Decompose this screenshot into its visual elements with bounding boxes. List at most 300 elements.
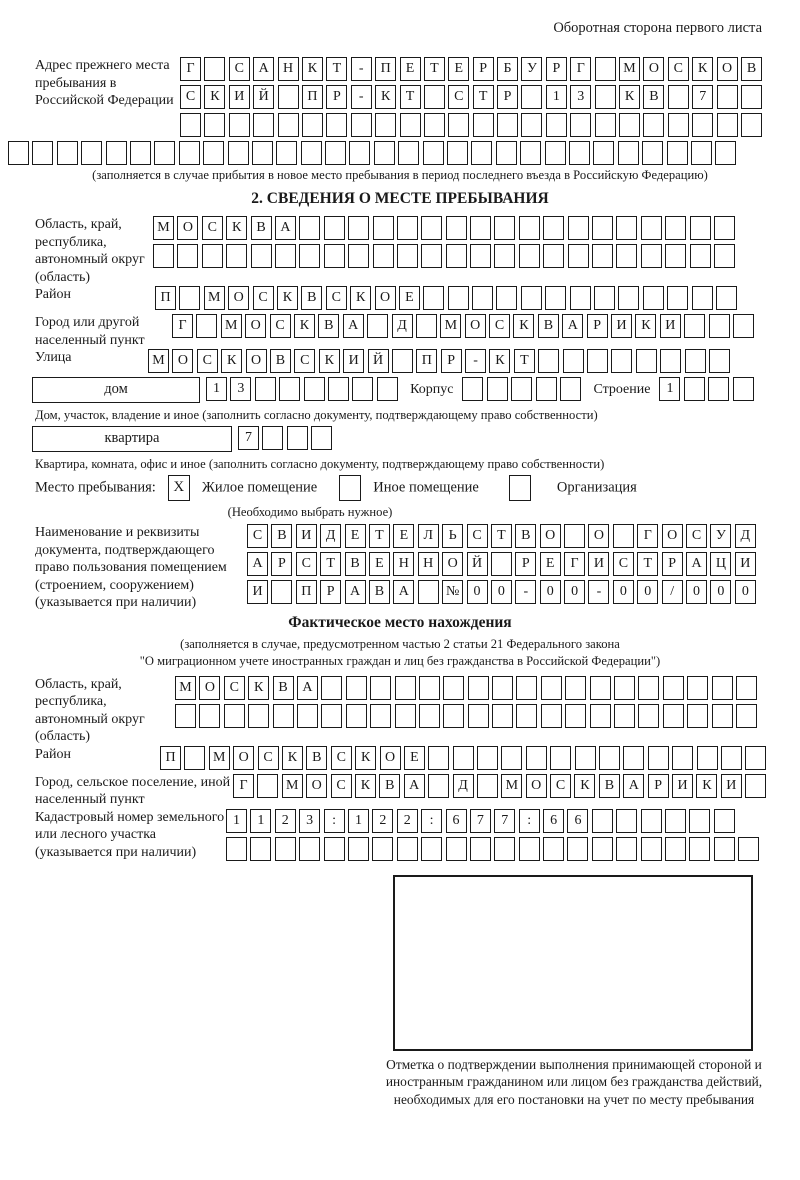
kvartira-grid: [238, 426, 336, 450]
char-box: А: [404, 774, 425, 798]
char-box: [367, 314, 388, 338]
char-box: [594, 286, 615, 310]
char-box: У: [521, 57, 542, 81]
char-box: [614, 676, 635, 700]
char-box: [741, 85, 762, 109]
char-box: О: [375, 286, 396, 310]
char-box: [106, 141, 127, 165]
char-box: [736, 676, 757, 700]
char-box: Р: [473, 57, 494, 81]
char-box: П: [160, 746, 181, 770]
korpus-label: Корпус: [410, 382, 454, 397]
char-box: [492, 676, 513, 700]
char-box: [494, 244, 515, 268]
char-box: [304, 377, 325, 401]
char-box: О: [177, 216, 198, 240]
char-box: И: [735, 552, 756, 576]
char-box: Н: [418, 552, 439, 576]
char-box: О: [233, 746, 254, 770]
char-box: Г: [570, 57, 591, 81]
char-box: Г: [637, 524, 658, 548]
char-box: О: [199, 676, 220, 700]
char-box: А: [343, 314, 364, 338]
char-box: [180, 113, 201, 137]
stamp-caption: Отметка о подтверждении выполнения принимающей стороной и иностранным гражданином или лицом без гражданства действий, необходимых для его постановки на учет по месту пребывания: [385, 1056, 763, 1107]
char-box: [253, 113, 274, 137]
char-box: [565, 676, 586, 700]
char-box: С: [668, 57, 689, 81]
char-box: [470, 837, 491, 861]
char-box: [470, 216, 491, 240]
char-box: В: [270, 349, 291, 373]
char-box: [153, 244, 174, 268]
char-box: 3: [299, 809, 320, 833]
dom-caption: Дом, участок, владение и иное (заполнить согласно документу, подтверждающему право собственности): [35, 408, 598, 422]
char-box: [592, 216, 613, 240]
char-box: Е: [369, 552, 390, 576]
char-box: В: [515, 524, 536, 548]
char-box: [587, 349, 608, 373]
oblast-grid-1: [153, 216, 738, 240]
char-box: К: [375, 85, 396, 109]
char-box: [738, 837, 759, 861]
char-box: [279, 377, 300, 401]
mesto-label: Место пребывания:: [35, 479, 156, 496]
char-box: [519, 216, 540, 240]
char-box: [663, 704, 684, 728]
char-box: -: [351, 85, 372, 109]
zhiloe-label: Жилое помещение: [201, 479, 318, 496]
char-box: К: [221, 349, 242, 373]
char-box: [349, 141, 370, 165]
char-box: [299, 837, 320, 861]
char-box: Е: [345, 524, 366, 548]
char-box: [374, 141, 395, 165]
char-box: Г: [172, 314, 193, 338]
char-box: [275, 244, 296, 268]
char-box: [202, 244, 223, 268]
char-box: [708, 377, 729, 401]
char-box: [568, 244, 589, 268]
char-box: С: [202, 216, 223, 240]
char-box: [668, 113, 689, 137]
char-box: [416, 314, 437, 338]
char-box: [324, 216, 345, 240]
char-box: О: [228, 286, 249, 310]
char-box: К: [696, 774, 717, 798]
char-box: [543, 244, 564, 268]
char-box: О: [306, 774, 327, 798]
char-box: С: [331, 774, 352, 798]
char-box: [204, 57, 225, 81]
char-box: [569, 141, 590, 165]
stroenie-label: Строение: [593, 382, 651, 397]
fact-rayon-row: [35, 746, 800, 774]
char-box: М: [619, 57, 640, 81]
char-box: К: [513, 314, 534, 338]
char-box: [638, 704, 659, 728]
char-box: [592, 809, 613, 833]
char-box: Е: [404, 746, 425, 770]
char-box: Р: [320, 580, 341, 604]
organizatsiya-checkbox: [509, 475, 531, 501]
char-box: [446, 837, 467, 861]
char-box: О: [540, 524, 561, 548]
char-box: А: [345, 580, 366, 604]
char-box: [370, 704, 391, 728]
char-box: [745, 774, 766, 798]
char-box: [348, 837, 369, 861]
char-box: В: [273, 676, 294, 700]
char-box: И: [247, 580, 268, 604]
gorod-label: Город или другой населенный пункт: [35, 315, 145, 348]
char-box: 6: [446, 809, 467, 833]
char-box: [668, 85, 689, 109]
char-box: В: [538, 314, 559, 338]
char-box: [372, 837, 393, 861]
char-box: 7: [238, 426, 259, 450]
char-box: В: [741, 57, 762, 81]
char-box: [423, 141, 444, 165]
char-box: [351, 113, 372, 137]
char-box: Р: [497, 85, 518, 109]
char-box: [297, 704, 318, 728]
char-box: [252, 141, 273, 165]
char-box: О: [380, 746, 401, 770]
char-box: 1: [348, 809, 369, 833]
char-box: [543, 837, 564, 861]
char-box: [443, 704, 464, 728]
char-box: [611, 349, 632, 373]
char-box: [714, 837, 735, 861]
oblast-label: Область, край, республика, автономный округ (область): [35, 217, 145, 285]
char-box: [375, 113, 396, 137]
char-box: [521, 85, 542, 109]
char-box: [641, 809, 662, 833]
char-box: [592, 837, 613, 861]
char-box: В: [643, 85, 664, 109]
char-box: [665, 809, 686, 833]
doc-grid-1: [247, 524, 759, 548]
char-box: [511, 377, 532, 401]
char-box: В: [369, 580, 390, 604]
char-box: 1: [659, 377, 680, 401]
char-box: [663, 676, 684, 700]
char-box: [521, 286, 542, 310]
doc-row: [35, 524, 800, 612]
char-box: [541, 704, 562, 728]
char-box: М: [440, 314, 461, 338]
char-box: С: [296, 552, 317, 576]
char-box: [443, 676, 464, 700]
char-box: [395, 676, 416, 700]
char-box: [717, 85, 738, 109]
char-box: [251, 244, 272, 268]
char-box: [271, 580, 292, 604]
char-box: Т: [400, 85, 421, 109]
char-box: Д: [453, 774, 474, 798]
char-box: 2: [397, 809, 418, 833]
char-box: И: [343, 349, 364, 373]
char-box: :: [324, 809, 345, 833]
char-box: [299, 244, 320, 268]
char-box: М: [153, 216, 174, 240]
char-box: М: [148, 349, 169, 373]
char-box: Д: [320, 524, 341, 548]
char-box: С: [467, 524, 488, 548]
char-box: 7: [692, 85, 713, 109]
char-box: [397, 216, 418, 240]
fact-oblast-label: Область, край, республика, автономный округ (область): [35, 676, 145, 744]
char-box: [392, 349, 413, 373]
char-box: [287, 426, 308, 450]
prev-address-caption: (заполняется в случае прибытия в новое место пребывания в период последнего въезда в Российскую Федерацию): [92, 168, 708, 182]
char-box: [687, 676, 708, 700]
char-box: [348, 216, 369, 240]
char-box: [536, 377, 557, 401]
ulitsa-grid: [148, 349, 733, 373]
char-box: -: [515, 580, 536, 604]
char-box: М: [209, 746, 230, 770]
char-box: Е: [540, 552, 561, 576]
char-box: Н: [278, 57, 299, 81]
char-box: [397, 244, 418, 268]
char-box: [575, 746, 596, 770]
char-box: [689, 809, 710, 833]
char-box: [276, 141, 297, 165]
char-box: А: [247, 552, 268, 576]
char-box: [397, 837, 418, 861]
char-box: [660, 349, 681, 373]
char-box: [262, 426, 283, 450]
char-box: Т: [514, 349, 535, 373]
char-box: [421, 244, 442, 268]
char-box: [616, 216, 637, 240]
char-box: Т: [424, 57, 445, 81]
char-box: В: [379, 774, 400, 798]
char-box: В: [301, 286, 322, 310]
char-box: [179, 141, 200, 165]
char-box: [690, 216, 711, 240]
char-box: [8, 141, 29, 165]
char-box: [521, 113, 542, 137]
fact-oblast-grid-1: [175, 676, 760, 700]
char-box: [541, 676, 562, 700]
char-box: [614, 704, 635, 728]
char-box: И: [672, 774, 693, 798]
char-box: 1: [206, 377, 227, 401]
char-box: [428, 746, 449, 770]
char-box: [691, 141, 712, 165]
char-box: [278, 85, 299, 109]
char-box: [448, 286, 469, 310]
char-box: -: [588, 580, 609, 604]
char-box: Р: [326, 85, 347, 109]
char-box: [593, 141, 614, 165]
char-box: [595, 85, 616, 109]
char-box: [568, 216, 589, 240]
char-box: [424, 113, 445, 137]
char-box: О: [717, 57, 738, 81]
char-box: 1: [546, 85, 567, 109]
char-box: [570, 113, 591, 137]
char-box: [421, 837, 442, 861]
char-box: В: [306, 746, 327, 770]
inoe-label: Иное помещение: [373, 479, 479, 496]
char-box: [496, 286, 517, 310]
char-box: [199, 704, 220, 728]
char-box: [370, 676, 391, 700]
char-box: С: [613, 552, 634, 576]
char-box: [689, 837, 710, 861]
char-box: Р: [515, 552, 536, 576]
char-box: [398, 141, 419, 165]
kadastr-grid-1: [226, 809, 763, 833]
oblast-row: [35, 216, 800, 286]
char-box: [377, 377, 398, 401]
char-box: Т: [637, 552, 658, 576]
char-box: [616, 244, 637, 268]
char-box: [301, 141, 322, 165]
rayon-label: Район: [35, 287, 71, 302]
char-box: [736, 704, 757, 728]
char-box: [714, 244, 735, 268]
char-box: [714, 216, 735, 240]
char-box: [567, 837, 588, 861]
char-box: [196, 314, 217, 338]
char-box: [326, 113, 347, 137]
char-box: П: [375, 57, 396, 81]
char-box: [692, 286, 713, 310]
char-box: Б: [497, 57, 518, 81]
char-box: [324, 244, 345, 268]
char-box: :: [519, 809, 540, 833]
char-box: №: [442, 580, 463, 604]
char-box: [299, 216, 320, 240]
char-box: [325, 141, 346, 165]
char-box: [419, 676, 440, 700]
char-box: [395, 704, 416, 728]
char-box: [346, 676, 367, 700]
zhiloe-checkbox: X: [168, 475, 190, 501]
char-box: О: [526, 774, 547, 798]
oblast-grid-2: [153, 244, 738, 268]
char-box: 2: [372, 809, 393, 833]
char-box: Р: [546, 57, 567, 81]
char-box: [638, 676, 659, 700]
char-box: 7: [494, 809, 515, 833]
char-box: [560, 377, 581, 401]
fact-title: Фактическое место нахождения: [288, 613, 512, 631]
char-box: 7: [470, 809, 491, 833]
char-box: [130, 141, 151, 165]
char-box: [712, 676, 733, 700]
char-box: 0: [540, 580, 561, 604]
char-box: С: [448, 85, 469, 109]
char-box: К: [619, 85, 640, 109]
prev-address-grid-1: [180, 57, 765, 81]
char-box: [672, 746, 693, 770]
prev-address-label: Адрес прежнего места пребывания в Российской Федерации: [35, 58, 174, 108]
char-box: К: [355, 746, 376, 770]
char-box: [352, 377, 373, 401]
char-box: [590, 676, 611, 700]
char-box: -: [351, 57, 372, 81]
char-box: С: [258, 746, 279, 770]
char-box: [248, 704, 269, 728]
char-box: [616, 837, 637, 861]
char-box: В: [251, 216, 272, 240]
char-box: [641, 244, 662, 268]
char-box: [595, 57, 616, 81]
char-box: [623, 746, 644, 770]
doc-grid-3: [247, 580, 759, 604]
char-box: С: [294, 349, 315, 373]
char-box: М: [501, 774, 522, 798]
char-box: [519, 244, 540, 268]
char-box: [446, 244, 467, 268]
char-box: [745, 746, 766, 770]
char-box: [687, 704, 708, 728]
char-box: Т: [326, 57, 347, 81]
char-box: С: [224, 676, 245, 700]
char-box: [545, 141, 566, 165]
char-box: К: [302, 57, 323, 81]
char-box: О: [172, 349, 193, 373]
char-box: С: [253, 286, 274, 310]
char-box: [636, 349, 657, 373]
char-box: [648, 746, 669, 770]
char-box: [477, 774, 498, 798]
char-box: П: [302, 85, 323, 109]
char-box: [618, 141, 639, 165]
char-box: [448, 113, 469, 137]
char-box: 6: [567, 809, 588, 833]
char-box: К: [635, 314, 656, 338]
char-box: [179, 286, 200, 310]
char-box: [447, 141, 468, 165]
char-box: А: [623, 774, 644, 798]
fact-gorod-grid: [233, 774, 770, 798]
char-box: Г: [180, 57, 201, 81]
char-box: К: [277, 286, 298, 310]
prev-address-grid-2: [180, 85, 765, 109]
char-box: 0: [710, 580, 731, 604]
char-box: Д: [392, 314, 413, 338]
char-box: [428, 774, 449, 798]
char-box: [543, 216, 564, 240]
char-box: К: [294, 314, 315, 338]
char-box: Р: [662, 552, 683, 576]
char-box: 0: [564, 580, 585, 604]
char-box: [226, 244, 247, 268]
char-box: О: [465, 314, 486, 338]
char-box: [665, 837, 686, 861]
stamp-box: [393, 875, 753, 1051]
gorod-grid: [172, 314, 757, 338]
char-box: В: [318, 314, 339, 338]
char-box: [546, 113, 567, 137]
rayon-grid: [155, 286, 740, 310]
char-box: [453, 746, 474, 770]
char-box: [400, 113, 421, 137]
char-box: [477, 746, 498, 770]
char-box: П: [416, 349, 437, 373]
char-box: [32, 141, 53, 165]
mesto-note: (Необходимо выбрать нужное): [227, 505, 393, 519]
char-box: О: [442, 552, 463, 576]
char-box: [302, 113, 323, 137]
